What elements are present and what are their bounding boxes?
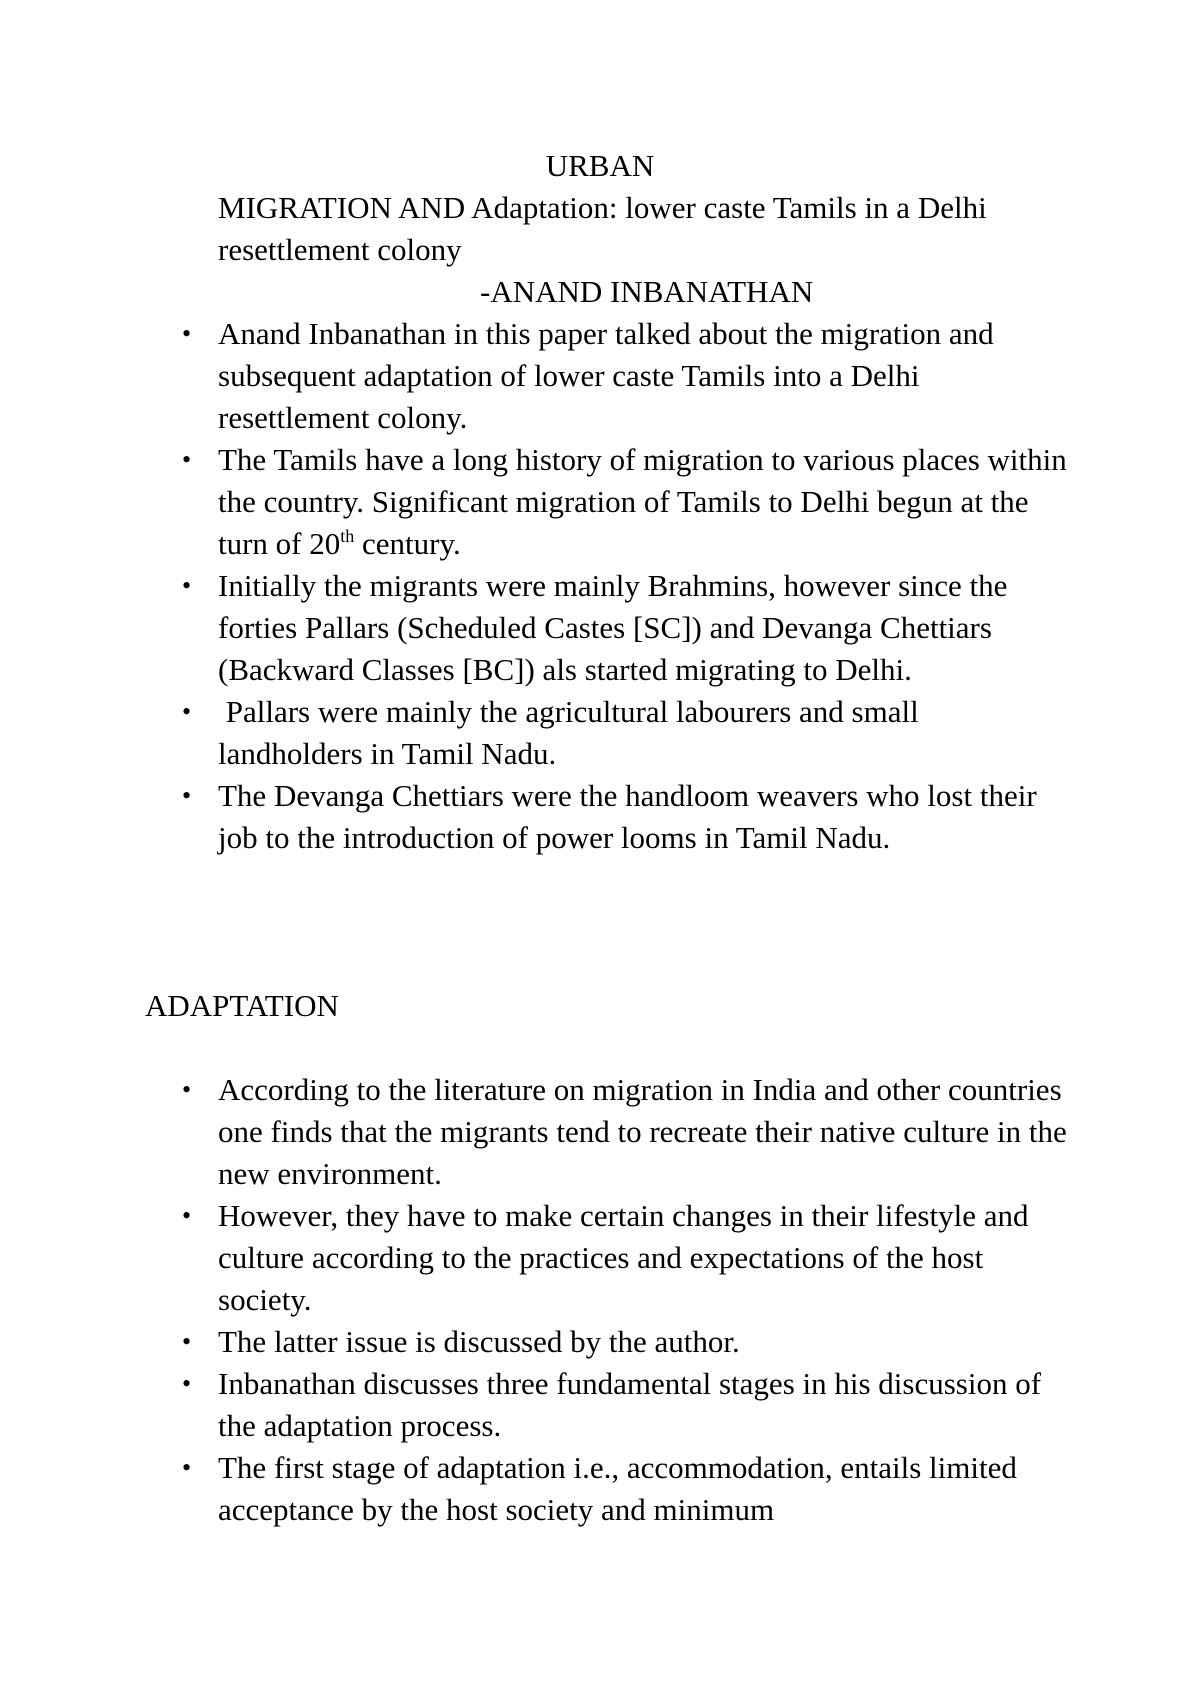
bullet-icon: •	[182, 319, 192, 348]
list-item	[182, 565, 1068, 691]
section-heading-adaptation: ADAPTATION	[145, 988, 339, 1023]
bullet-icon: •	[182, 445, 192, 474]
list-item	[182, 775, 1068, 859]
list-item-text: The latter issue is discussed by the author.	[218, 1324, 740, 1359]
bullet-icon: •	[182, 1075, 192, 1104]
list-item-text: Inbanathan discusses three fundamental stages in his discussion of the adaptation process.	[218, 1366, 1042, 1443]
bullet-icon: •	[182, 571, 192, 600]
adaptation-bullet-list	[182, 1069, 1068, 1531]
list-item	[182, 691, 1068, 775]
list-item-text: However, they have to make certain changes in their lifestyle and culture according to the practices and expectations of the host society.	[218, 1198, 1029, 1317]
list-item	[182, 1321, 1068, 1363]
list-item-text: Initially the migrants were mainly Brahmins, however since the forties Pallars (Scheduled Castes [SC]) and Devanga Chettiars (Backward Classes [BC]) als started migrating to Delhi.	[218, 568, 1008, 687]
list-item	[182, 313, 1068, 439]
list-item	[182, 1447, 1068, 1531]
list-item	[182, 439, 1068, 565]
bullet-icon: •	[182, 781, 192, 810]
list-item-text: The first stage of adaptation i.e., accommodation, entails limited acceptance by the host society and minimum	[218, 1450, 1017, 1527]
list-item-text: The Devanga Chettiars were the handloom weavers who lost their job to the introduction of power looms in Tamil Nadu.	[218, 778, 1037, 855]
title-line-urban: URBAN	[545, 148, 655, 183]
author-name: -ANAND INBANATHAN	[480, 274, 814, 309]
bullet-icon: •	[182, 697, 192, 726]
bullet-icon: •	[182, 1369, 192, 1398]
list-item-text: Anand Inbanathan in this paper talked about the migration and subsequent adaptation of lower caste Tamils into a Delhi resettlement colony.	[218, 316, 994, 435]
list-item	[182, 1195, 1068, 1321]
intro-bullet-list	[182, 313, 1068, 859]
list-item-text: According to the literature on migration in India and other countries one finds that the migrants tend to recreate their native culture in the new environment.	[218, 1072, 1067, 1191]
title-line-main: MIGRATION AND Adaptation: lower caste Tamils in a Delhi resettlement colony	[218, 190, 987, 267]
bullet-icon: •	[182, 1327, 192, 1356]
bullet-icon: •	[182, 1201, 192, 1230]
bullet-icon: •	[182, 1453, 192, 1482]
list-item-text: Pallars were mainly the agricultural labourers and small landholders in Tamil Nadu.	[218, 694, 927, 771]
list-item	[182, 1069, 1068, 1195]
list-item-text-tail: century.	[354, 526, 461, 561]
list-item	[182, 1363, 1068, 1447]
superscript-th: th	[340, 526, 355, 546]
list-item-text: The Tamils have a long history of migration to various places within the country. Significant migration of Tamils to Delhi begun at the turn of 20	[218, 442, 1067, 561]
